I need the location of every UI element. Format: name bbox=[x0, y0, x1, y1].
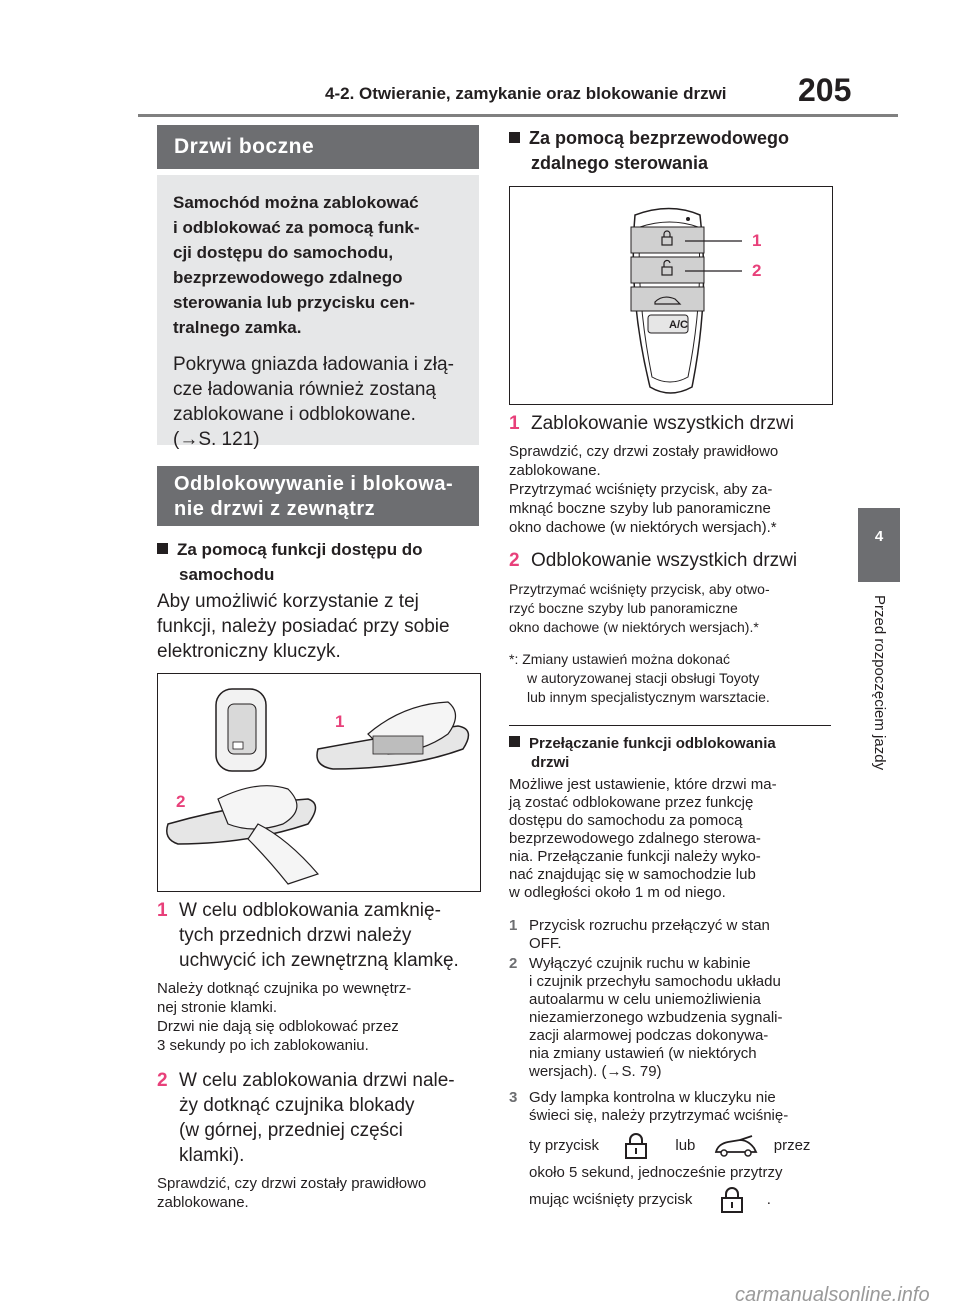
switch-unlock-body: Możliwe jest ustawienie, które drzwi ma- ją zostać odblokowane przez funkcję dostępu do samochodu za pomocą bezprzewodowego zdalnego sterowa- nia. Przełączanie funkcji należy wyko- nać znajdując się w samochodzie lub w odległości około 1 m od niego. bbox=[509, 776, 777, 901]
step-item-2: 2 W celu zablokowania drzwi nale- ży dotknąć czujnika blokady (w górnej, przedniej części klamki). bbox=[157, 1070, 455, 1166]
remote-item-1: 1 Zablokowanie wszystkich drzwi bbox=[509, 413, 794, 434]
section-title-side-doors: Drzwi boczne bbox=[157, 125, 479, 169]
chapter-number: 4 bbox=[874, 528, 884, 545]
chapter-title-vertical bbox=[866, 595, 890, 825]
page-number: 205 bbox=[798, 72, 852, 108]
bullet-square-icon bbox=[509, 736, 520, 747]
subheading-switch-unlock: Przełączanie funkcji odblokowania drzwi bbox=[509, 734, 839, 772]
chapter-title: Przed rozpoczęciem jazdy bbox=[871, 595, 888, 771]
lock-icon bbox=[719, 1186, 745, 1214]
lock-icon bbox=[623, 1132, 649, 1160]
switch-step-2: 2 Wyłączyć czujnik ruchu w kabinie i czujnik przechyłu samochodu układu autoalarmu w celu uniemożliwienia niezamierzonego wzbudzenia sygnali- zacji alarmowej podczas dokonywa- nia zmiany ustawień (w niektórych wersjach). (→S. 79) bbox=[509, 955, 783, 1080]
switch-step-3-line5: mując wciśnięty przycisk . bbox=[529, 1185, 839, 1215]
door-handle-illustration bbox=[158, 674, 480, 891]
remote-item-2-note: Przytrzymać wciśnięty przycisk, aby otwo- rzyć boczne szyby lub panoramiczne okno dachowe (w niektórych wersjach).* bbox=[509, 581, 770, 635]
section-title-unlock-lock: Odblokowywanie i blokowa- nie drzwi z zewnątrz bbox=[157, 466, 479, 528]
step-item-1: 1 W celu odblokowania zamknię- tych przednich drzwi należy uchwycić ich zewnętrzną klamkę. bbox=[157, 900, 459, 971]
figure-callout-1: 1 bbox=[335, 712, 345, 731]
switch-step-3-line4: około 5 sekund, jednocześnie przytrzy bbox=[529, 1164, 783, 1181]
trunk-button-icon bbox=[631, 287, 704, 311]
page-ref-link[interactable]: (→S. 121) bbox=[173, 429, 260, 450]
header-rule bbox=[138, 114, 898, 117]
key-fob-figure bbox=[509, 186, 833, 405]
footnote: *: Zmiany ustawień można dokonać w autoryzowanej stacji obsługi Toyoty lub innym specjalistycznym warsztacie. bbox=[509, 651, 770, 705]
trunk-open-icon bbox=[712, 1134, 760, 1158]
key-fob-illustration bbox=[510, 187, 832, 404]
watermark-text: carmanualsonline.info bbox=[735, 1284, 930, 1306]
remote-item-2: 2 Odblokowanie wszystkich drzwi bbox=[509, 550, 798, 571]
chapter-tab bbox=[858, 508, 900, 582]
switch-step-1: 1 Przycisk rozruchu przełączyć w stan OFF. bbox=[509, 917, 770, 952]
section-divider bbox=[509, 725, 831, 726]
remote-item-1-note: Sprawdzić, czy drzwi zostały prawidłowo zablokowane. Przytrzymać wciśnięty przycisk, aby za- mknąć boczne szyby lub panoramiczne okno dachowe (w niektórych wersjach).* bbox=[509, 443, 779, 536]
figure-callout-2: 2 bbox=[752, 261, 762, 280]
intro-normal: Pokrywa gniazda ładowania i złą- cze ładowania również zostaną zablokowane i odblokowane. (→S. 121) bbox=[173, 352, 469, 452]
bullet-square-icon bbox=[157, 543, 168, 554]
switch-step-3-line3: ty przycisk lub przez bbox=[529, 1131, 839, 1161]
ac-button-label: A/C bbox=[669, 319, 688, 331]
step-item-1-note: Należy dotknąć czujnika po wewnętrz- nej stronie klamki. Drzwi nie dają się odblokować przez 3 sekundy po ich zablokowaniu. bbox=[157, 980, 412, 1054]
switch-step-3: 3 Gdy lampka kontrolna w kluczyku nie świeci się, należy przytrzymać wciśnię- bbox=[509, 1089, 789, 1124]
door-handle-lock bbox=[167, 786, 318, 884]
intro-box bbox=[157, 175, 479, 450]
running-header: 4-2. Otwieranie, zamykanie oraz blokowanie drzwi bbox=[325, 84, 727, 103]
bullet-square-icon bbox=[509, 132, 520, 143]
door-handle-figure bbox=[157, 673, 481, 892]
subheading-smart-entry: Za pomocą funkcji dostępu do samochodu bbox=[157, 537, 479, 587]
intro-bold: Samochód można zablokować i odblokować za pomocą funk- cji dostępu do samochodu, bezprzewodowego zdalnego sterowania lub przycisku cen- tralnego zamka. bbox=[173, 193, 420, 337]
smart-key-icon bbox=[216, 689, 266, 771]
figure-callout-2: 2 bbox=[176, 792, 186, 811]
step-item-2-note: Sprawdzić, czy drzwi zostały prawidłowo zablokowane. bbox=[157, 1175, 427, 1211]
figure-callout-1: 1 bbox=[752, 231, 762, 250]
subheading-wireless-remote: Za pomocą bezprzewodowego zdalnego sterowania bbox=[509, 126, 839, 176]
smart-entry-body: Aby umożliwić korzystanie z tej funkcji, należy posiadać przy sobie elektroniczny kluczyk. bbox=[157, 591, 450, 662]
